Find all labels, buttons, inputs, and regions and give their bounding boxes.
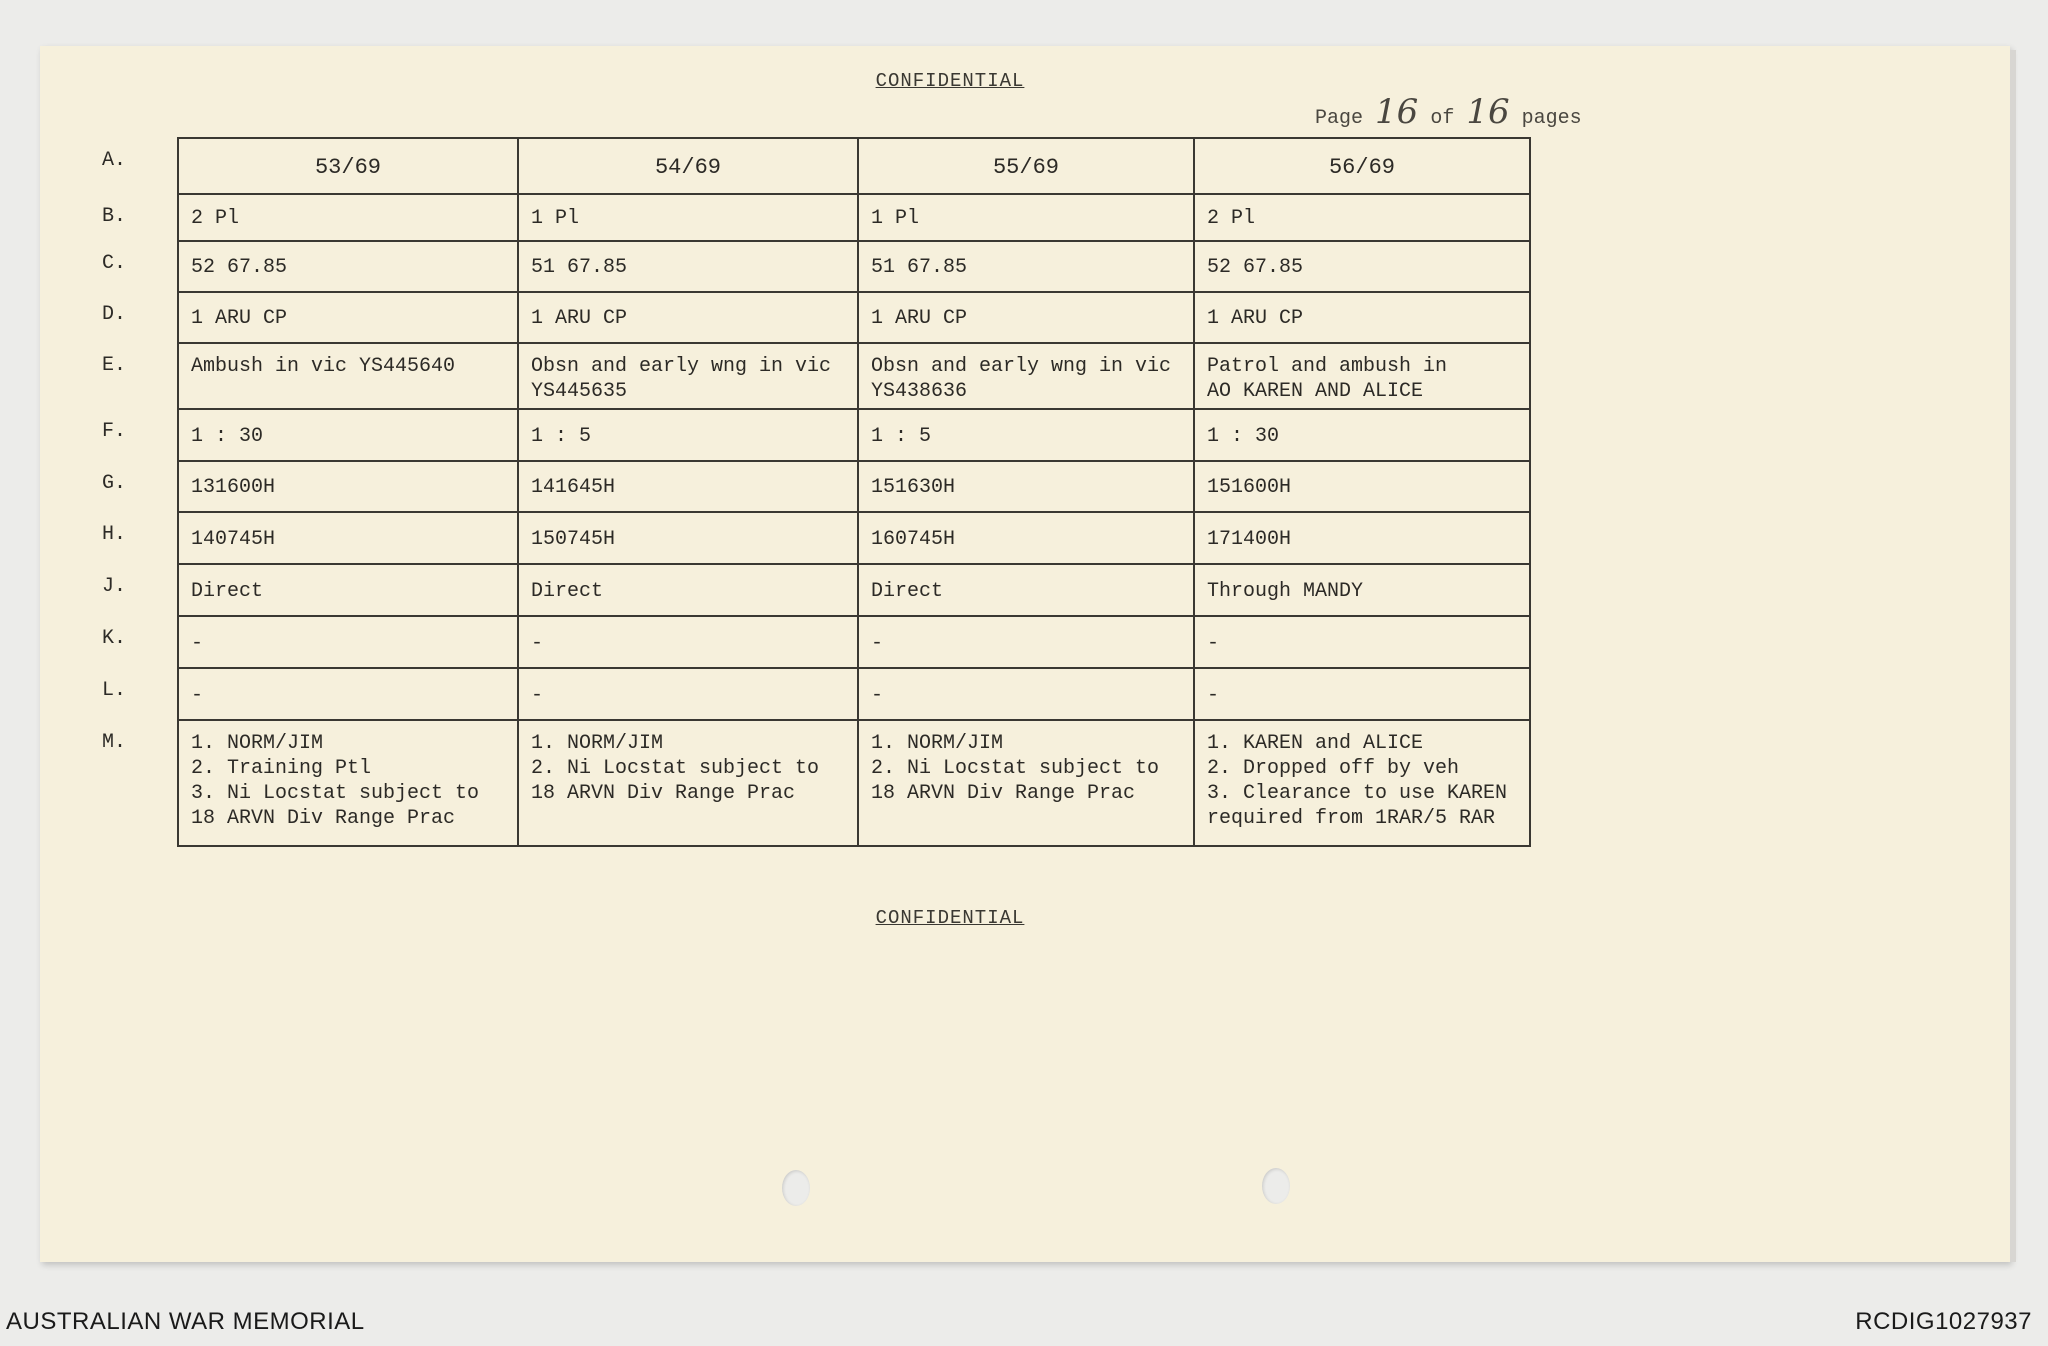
table-body — [102, 138, 1530, 846]
row-label: J. — [102, 564, 178, 616]
table-cell: 51 67.85 — [858, 241, 1194, 292]
row-label: E. — [102, 343, 178, 409]
row-label: D. — [102, 292, 178, 343]
table-cell: 51 67.85 — [518, 241, 858, 292]
punch-hole-left — [782, 1170, 810, 1206]
page-indicator — [1315, 92, 1582, 132]
row-label: A. — [102, 138, 178, 194]
table-cell: 56/69 — [1194, 138, 1530, 194]
table-cell: 2 Pl — [1194, 194, 1530, 241]
table-cell: 52 67.85 — [178, 241, 518, 292]
table-row — [102, 241, 1530, 292]
table-row — [102, 512, 1530, 564]
table-cell: Direct — [858, 564, 1194, 616]
table-cell: 1 : 5 — [518, 409, 858, 461]
table-cell: 55/69 — [858, 138, 1194, 194]
table-cell: - — [518, 616, 858, 668]
table-cell: Direct — [178, 564, 518, 616]
table-cell: 54/69 — [518, 138, 858, 194]
table-cell: Through MANDY — [1194, 564, 1530, 616]
page-total: 16 — [1466, 92, 1510, 132]
table-cell: Direct — [518, 564, 858, 616]
row-label: G. — [102, 461, 178, 512]
page-middle: of — [1430, 107, 1455, 130]
table-cell: 1 : 30 — [178, 409, 518, 461]
archive-credit: AUSTRALIAN WAR MEMORIAL — [6, 1308, 365, 1335]
table-cell: 1. NORM/JIM 2. Ni Locstat subject to 18 ARVN Div Range Prac — [858, 720, 1194, 846]
table-cell: - — [858, 616, 1194, 668]
table-cell: 1 Pl — [858, 194, 1194, 241]
table-cell: 1. KAREN and ALICE 2. Dropped off by veh 3. Clearance to use KAREN required from 1RAR/5 RAR — [1194, 720, 1530, 846]
table-cell: 150745H — [518, 512, 858, 564]
table-cell: - — [518, 668, 858, 720]
table-cell: 52 67.85 — [1194, 241, 1530, 292]
table-cell: 151600H — [1194, 461, 1530, 512]
row-label: K. — [102, 616, 178, 668]
table-row — [102, 616, 1530, 668]
table-cell: 1 ARU CP — [518, 292, 858, 343]
table-cell: 160745H — [858, 512, 1194, 564]
table-cell: 131600H — [178, 461, 518, 512]
table-cell: 1. NORM/JIM 2. Ni Locstat subject to 18 ARVN Div Range Prac — [518, 720, 858, 846]
table-cell: 2 Pl — [178, 194, 518, 241]
table-row — [102, 461, 1530, 512]
table-cell: - — [178, 616, 518, 668]
table-cell: 1 ARU CP — [858, 292, 1194, 343]
row-label: L. — [102, 668, 178, 720]
table-cell: Ambush in vic YS445640 — [178, 343, 518, 409]
punch-hole-right — [1262, 1168, 1290, 1204]
classification-heading-bottom: CONFIDENTIAL — [875, 907, 1025, 929]
table-cell: 151630H — [858, 461, 1194, 512]
orders-table — [102, 137, 1531, 847]
page-suffix: pages — [1521, 107, 1582, 130]
table-cell: 140745H — [178, 512, 518, 564]
table-cell: Obsn and early wng in vic YS438636 — [858, 343, 1194, 409]
row-label: H. — [102, 512, 178, 564]
row-label: C. — [102, 241, 178, 292]
row-label: M. — [102, 720, 178, 846]
table-cell: 171400H — [1194, 512, 1530, 564]
table-cell: 1. NORM/JIM 2. Training Ptl 3. Ni Locstat subject to 18 ARVN Div Range Prac — [178, 720, 518, 846]
table-row — [102, 409, 1530, 461]
table-cell: 1 ARU CP — [178, 292, 518, 343]
table-cell: Obsn and early wng in vic YS445635 — [518, 343, 858, 409]
table-row — [102, 292, 1530, 343]
table-cell: 1 Pl — [518, 194, 858, 241]
page-edge — [2010, 50, 2016, 1262]
table-cell: - — [1194, 616, 1530, 668]
table-cell: 141645H — [518, 461, 858, 512]
table-row — [102, 564, 1530, 616]
table-row — [102, 343, 1530, 409]
table-cell: 1 ARU CP — [1194, 292, 1530, 343]
table-cell: Patrol and ambush in AO KAREN AND ALICE — [1194, 343, 1530, 409]
page-prefix: Page — [1315, 107, 1364, 130]
table-cell: 1 : 30 — [1194, 409, 1530, 461]
table-row — [102, 138, 1530, 194]
table-row — [102, 194, 1530, 241]
table-cell: 53/69 — [178, 138, 518, 194]
table-cell: - — [858, 668, 1194, 720]
table-row — [102, 668, 1530, 720]
row-label: B. — [102, 194, 178, 241]
table-cell: 1 : 5 — [858, 409, 1194, 461]
archive-id: RCDIG1027937 — [1855, 1308, 2032, 1335]
table-row — [102, 720, 1530, 846]
page-current: 16 — [1375, 92, 1419, 132]
table-cell: - — [1194, 668, 1530, 720]
table-cell: - — [178, 668, 518, 720]
classification-heading-top: CONFIDENTIAL — [875, 70, 1025, 92]
row-label: F. — [102, 409, 178, 461]
